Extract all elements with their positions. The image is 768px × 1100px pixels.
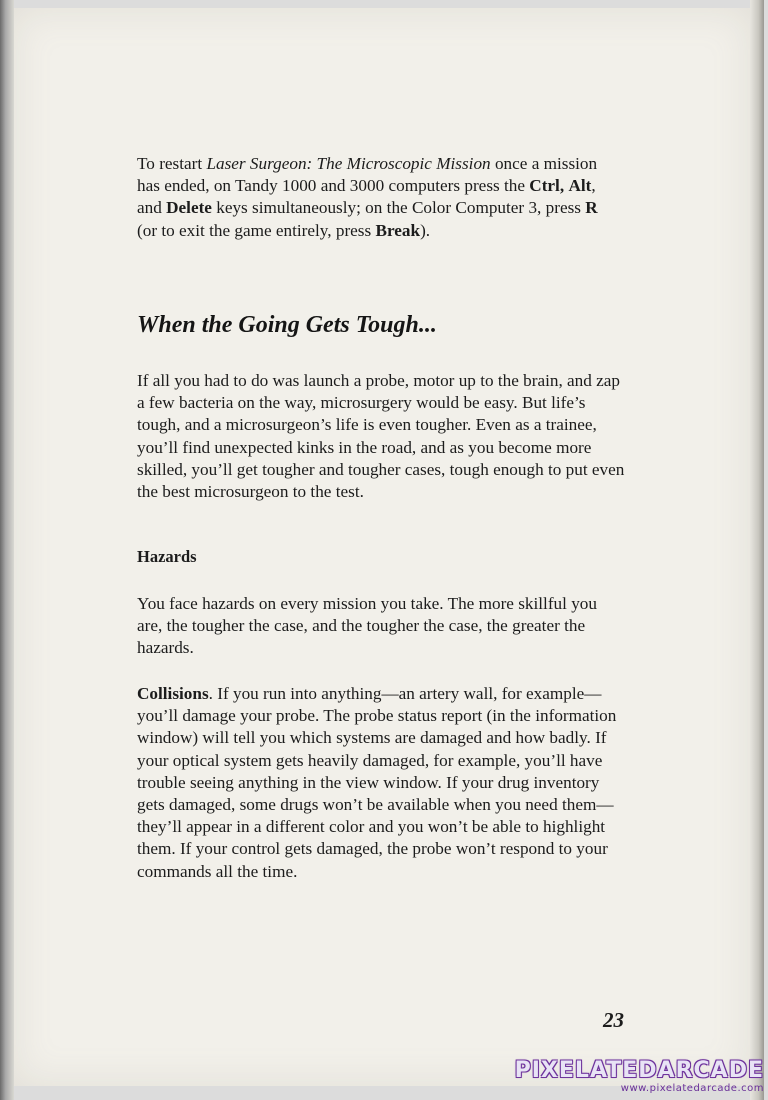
collisions-text: . If you run into anything—an artery wall, for example—you’ll damage your probe. The probe status report (in the information window) will tell you which systems are damaged and how badly. If your optical system gets heavily damaged, for example, you’ll have trouble seeing anything in the view window. If your drug inventory gets damaged, some drugs won’t be available when you need them—they’ll appear in a different color and you won’t be able to highlight them. If your control gets damaged, the probe won’t respond to your commands all the time. (137, 684, 617, 881)
restart-text-a: once a mission has ended, on Tandy 1000 and 3000 computers press the (137, 154, 598, 196)
key-r: R (585, 198, 598, 218)
manual-page (12, 8, 752, 1086)
restart-paragraph (137, 153, 617, 242)
key-delete: Delete (166, 198, 212, 218)
section-heading: When the Going Gets Tough... (137, 312, 437, 338)
hazards-subheading: Hazards (137, 547, 197, 566)
intro-paragraph: If all you had to do was launch a probe, motor up to the brain, and zap a few bacteria on the way, microsurgery would be easy. But life’s tough, and a microsurgeon’s life is even tougher. Even as a trainee, you’ll find unexpected kinks in the road, and as you become more skilled, you’ll get tougher and tougher cases, tough enough to put even the best microsurgeon to the test. (137, 371, 625, 502)
restart-text-b: , and (137, 176, 596, 218)
watermark-title: PIXELATEDARCADE (514, 1058, 764, 1083)
page-number: 23 (603, 1008, 624, 1032)
restart-text-e: ). (420, 220, 431, 240)
restart-text-d: (or to exit the game entirely, press (137, 220, 376, 240)
hazards-paragraph: You face hazards on every mission you take. The more skillful you are, the tougher the case, and the tougher the case, the greater the hazards. (137, 594, 597, 658)
binding-shadow (0, 0, 14, 1100)
key-ctrl: Ctrl, (529, 176, 565, 196)
game-title: Laser Surgeon: The Microscopic Mission (206, 154, 491, 173)
watermark (515, 1059, 764, 1094)
watermark-url: www.pixelatedarcade.com (620, 1083, 764, 1094)
restart-text-c: keys simultaneously; on the Color Computer 3, press (211, 198, 586, 218)
restart-lead: To restart (137, 154, 207, 173)
collisions-paragraph (137, 683, 627, 883)
key-alt: Alt (568, 176, 592, 196)
page-edge (750, 0, 764, 1100)
collisions-term: Collisions (137, 684, 209, 703)
key-break: Break (375, 220, 421, 240)
